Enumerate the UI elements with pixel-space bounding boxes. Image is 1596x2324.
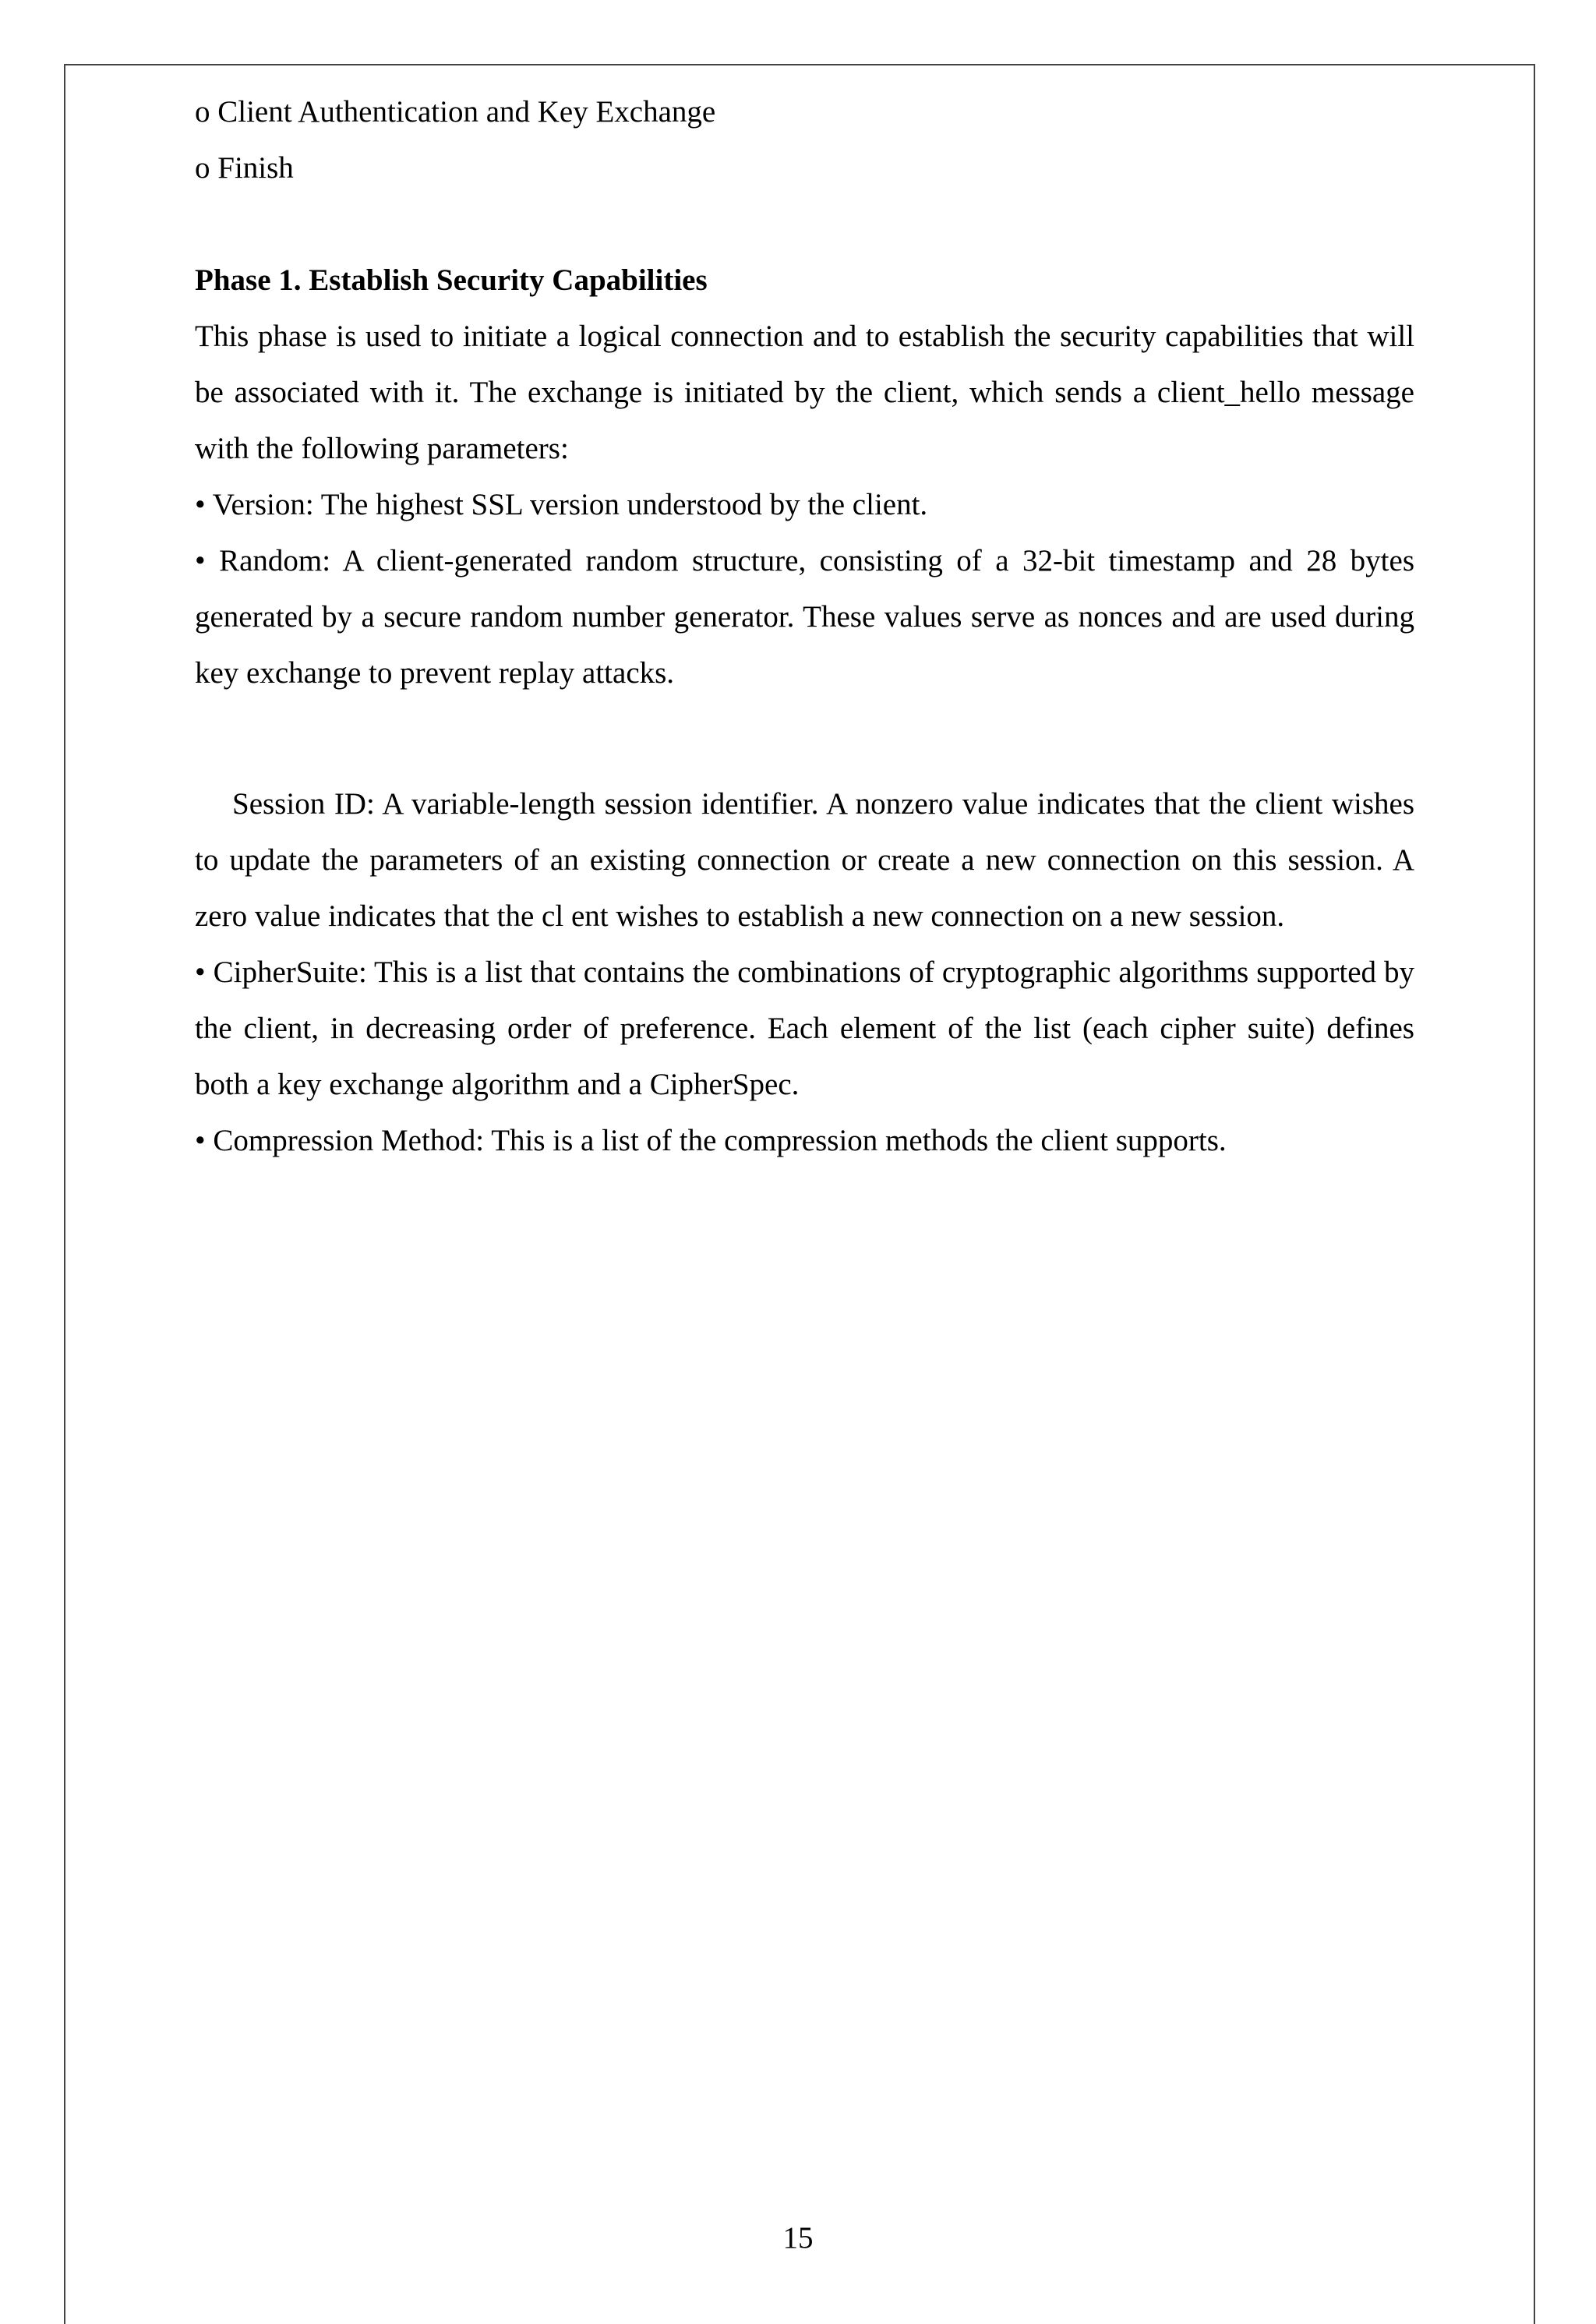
intro-paragraph: This phase is used to initiate a logical connection and to establish the security capabilities that will be associated with it. The exchange is initiated by the client, which sends a client_hello message with the following parameters:: [195, 320, 1414, 465]
spacer: [195, 196, 1414, 253]
bullet-cipher-suite: • CipherSuite: This is a list that contains the combinations of cryptographic algorithms supported by the client, in decreasing order of preference. Each element of the list (each cipher suite) defines both a key exchange algorithm and a CipherSpec.: [195, 955, 1414, 1101]
page-number: 15: [782, 2221, 814, 2255]
outline-item-client-auth: o Client Authentication and Key Exchange: [195, 95, 716, 129]
session-id-paragraph: Session ID: A variable-length session identifier. A nonzero value indicates that the client wishes to update the parameters of an existing connection or create a new connection on this session. A zero value indicates that the cl ent wishes to establish a new connection on a new session.: [195, 787, 1414, 933]
bullet-version: • Version: The highest SSL version understood by the client.: [195, 488, 928, 521]
bullet-random: • Random: A client-generated random structure, consisting of a 32-bit timestamp and 28 bytes generated by a secure random number generator. These values serve as nonces and are used during key exchange to prevent replay attacks.: [195, 544, 1414, 690]
document-body: [195, 84, 1414, 1169]
outline-item-finish: o Finish: [195, 151, 294, 185]
section-heading: Phase 1. Establish Security Capabilities: [195, 263, 708, 297]
bullet-compression-method: • Compression Method: This is a list of the compression methods the client supports.: [195, 1124, 1227, 1157]
spacer: [195, 701, 1414, 776]
